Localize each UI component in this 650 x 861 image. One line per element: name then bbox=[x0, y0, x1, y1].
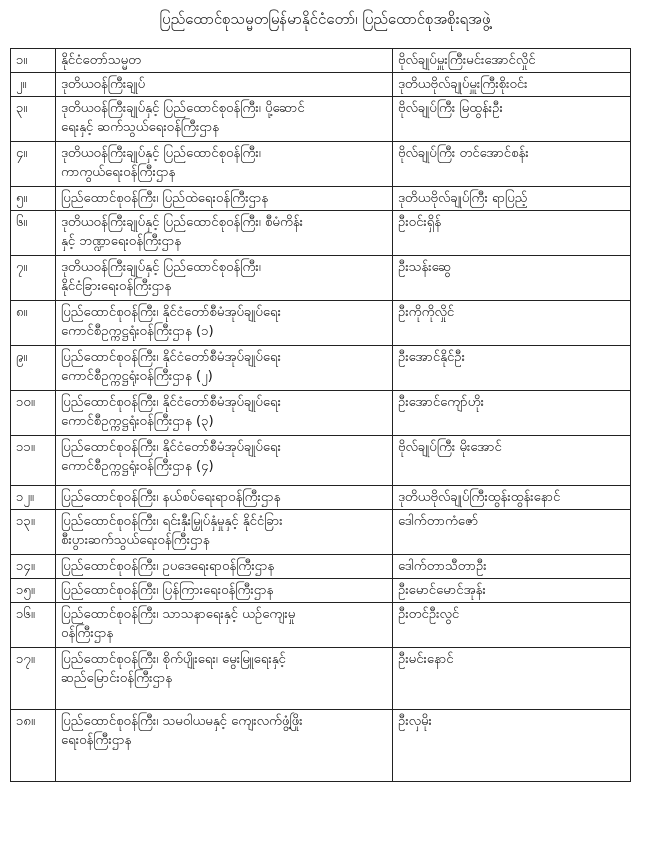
post-cell bbox=[56, 555, 393, 579]
official-name: ဦးမောင်မောင်အုန်း bbox=[393, 579, 631, 603]
table-row bbox=[11, 187, 631, 211]
post-line: ရေးဝန်ကြီးဌာန bbox=[61, 733, 132, 748]
post-cell bbox=[56, 579, 393, 603]
post-line: ဒုတိယဝန်ကြီးချုပ်နှင့် ပြည်ထောင်စုဝန်ကြီး၊ စီမံကိန်း bbox=[61, 215, 304, 230]
post-cell bbox=[56, 436, 393, 486]
table-row bbox=[11, 142, 631, 187]
row-number: ၆။ bbox=[11, 211, 56, 256]
row-number: ၈။ bbox=[11, 301, 56, 346]
table-row bbox=[11, 391, 631, 436]
official-name: ဦးလှမိုး bbox=[393, 710, 631, 782]
official-name: ဒုတိယဗိုလ်ချုပ်မှူးကြီးစိုးဝင်း bbox=[393, 73, 631, 97]
official-name: ဦးတင်ဦးလွင် bbox=[393, 603, 631, 648]
post-cell bbox=[56, 97, 393, 142]
official-name: ဦးကိုကိုလှိုင် bbox=[393, 301, 631, 346]
official-name: ဒုတိယဗိုလ်ချုပ်ကြီး ရာပြည့် bbox=[393, 187, 631, 211]
post-line: ပြည်ထောင်စုဝန်ကြီး၊ နယ်စပ်ရေးရာဝန်ကြီးဌာန bbox=[61, 490, 281, 505]
post-cell bbox=[56, 73, 393, 97]
row-number: ၁။ bbox=[11, 49, 56, 73]
table-row bbox=[11, 486, 631, 510]
post-line: နိုင်ငံခြားရေးဝန်ကြီးဌာန bbox=[61, 279, 172, 294]
official-name: ဒေါက်တာကံဇော် bbox=[393, 510, 631, 555]
official-name: ဦးအောင်နိုင်ဦး bbox=[393, 346, 631, 391]
official-name: ဦးမင်းနောင် bbox=[393, 648, 631, 710]
post-line: ပြည်ထောင်စုဝန်ကြီး၊ ပြန်ကြားရေးဝန်ကြီးဌာန bbox=[61, 583, 274, 598]
post-line: ပြည်ထောင်စုဝန်ကြီး၊ ရင်းနှီးမြှုပ်နှံမှုနှင့် နိုင်ငံခြား bbox=[61, 514, 283, 529]
post-cell bbox=[56, 391, 393, 436]
table-row bbox=[11, 211, 631, 256]
row-number: ၁၁။ bbox=[11, 436, 56, 486]
table-row bbox=[11, 346, 631, 391]
post-line: ကာကွယ်ရေးဝန်ကြီးဌာန bbox=[61, 165, 176, 180]
row-number: ၅။ bbox=[11, 187, 56, 211]
table-row bbox=[11, 301, 631, 346]
post-cell bbox=[56, 142, 393, 187]
official-name: ဦးသန်းဆွေ bbox=[393, 256, 631, 301]
post-cell bbox=[56, 486, 393, 510]
table-row bbox=[11, 436, 631, 486]
row-number: ၁၂။ bbox=[11, 486, 56, 510]
post-cell bbox=[56, 49, 393, 73]
post-line: နှင့် ဘဏ္ဍာရေးဝန်ကြီးဌာန bbox=[61, 234, 182, 249]
post-line: စီးပွားဆက်သွယ်ရေးဝန်ကြီးဌာန bbox=[61, 533, 210, 548]
row-number: ၁၄။ bbox=[11, 555, 56, 579]
table-row bbox=[11, 603, 631, 648]
post-line: ပြည်ထောင်စုဝန်ကြီး၊ စိုက်ပျိုးရေး၊ မွေးမြူရေးနှင့် bbox=[61, 652, 286, 667]
row-number: ၄။ bbox=[11, 142, 56, 187]
official-name: ဗိုလ်ချုပ်ကြီး တင်အောင်စန်း bbox=[393, 142, 631, 187]
table-row bbox=[11, 510, 631, 555]
post-line: ဒုတိယဝန်ကြီးချုပ် bbox=[61, 77, 146, 92]
post-cell bbox=[56, 301, 393, 346]
table-row bbox=[11, 648, 631, 710]
post-line: ပြည်ထောင်စုဝန်ကြီး၊ သာသနာရေးနှင့် ယဉ်ကျေးမှု bbox=[61, 607, 296, 622]
row-number: ၇။ bbox=[11, 256, 56, 301]
row-number: ၁၆။ bbox=[11, 603, 56, 648]
table-row bbox=[11, 555, 631, 579]
official-name: ဒေါက်တာသီတာဦး bbox=[393, 555, 631, 579]
post-line: ပြည်ထောင်စုဝန်ကြီး၊ နိုင်ငံတော်စီမံအုပ်ချုပ်ရေး bbox=[61, 350, 281, 365]
document-title: ပြည်ထောင်စုသမ္မတမြန်မာနိုင်ငံတော်၊ ပြည်ထောင်စုအစိုးရအဖွဲ့ bbox=[159, 10, 491, 28]
post-cell bbox=[56, 187, 393, 211]
post-line: ဒုတိယဝန်ကြီးချုပ်နှင့် ပြည်ထောင်စုဝန်ကြီး၊ bbox=[61, 260, 261, 275]
row-number: ၂။ bbox=[11, 73, 56, 97]
post-cell bbox=[56, 256, 393, 301]
table-row bbox=[11, 97, 631, 142]
post-line: ဒုတိယဝန်ကြီးချုပ်နှင့် ပြည်ထောင်စုဝန်ကြီး၊ ပို့ဆောင် bbox=[61, 101, 305, 116]
table-row bbox=[11, 73, 631, 97]
row-number: ၁၀။ bbox=[11, 391, 56, 436]
official-name: ဦးအောင်ကျော်ဟိုး bbox=[393, 391, 631, 436]
post-line: ဒုတိယဝန်ကြီးချုပ်နှင့် ပြည်ထောင်စုဝန်ကြီး၊ bbox=[61, 146, 261, 161]
official-name: ဒုတိယဗိုလ်ချုပ်ကြီးထွန်းထွန်းနောင် bbox=[393, 486, 631, 510]
row-number: ၁၃။ bbox=[11, 510, 56, 555]
post-line: ပြည်ထောင်စုဝန်ကြီး၊ ဥပဒေရေးရာဝန်ကြီးဌာန bbox=[61, 559, 275, 574]
post-line: ကောင်စီဥက္ကဋ္ဌရုံးဝန်ကြီးဌာန (၃) bbox=[61, 414, 214, 429]
post-line: ပြည်ထောင်စုဝန်ကြီး၊ နိုင်ငံတော်စီမံအုပ်ချုပ်ရေး bbox=[61, 395, 281, 410]
official-name: ဗိုလ်ချုပ်ကြီး မြထွန်းဦး bbox=[393, 97, 631, 142]
post-line: ပြည်ထောင်စုဝန်ကြီး၊ သမဝါယမနှင့် ကျေးလက်ဖွံ့ဖြိုး bbox=[61, 714, 303, 729]
post-line: ဆည်မြောင်းဝန်ကြီးဌာန bbox=[61, 671, 173, 686]
post-line: ကောင်စီဥက္ကဋ္ဌရုံးဝန်ကြီးဌာန (၁) bbox=[61, 324, 214, 339]
post-cell bbox=[56, 346, 393, 391]
row-number: ၃။ bbox=[11, 97, 56, 142]
row-number: ၁၅။ bbox=[11, 579, 56, 603]
post-line: ကောင်စီဥက္ကဋ္ဌရုံးဝန်ကြီးဌာန (၄) bbox=[61, 459, 214, 474]
post-line: နိုင်ငံတော်သမ္မတ bbox=[61, 53, 141, 68]
post-cell bbox=[56, 648, 393, 710]
post-line: ရေးနှင့် ဆက်သွယ်ရေးဝန်ကြီးဌာန bbox=[61, 120, 219, 135]
official-name: ဗိုလ်ချုပ်မှူးကြီးမင်းအောင်လှိုင် bbox=[393, 49, 631, 73]
post-cell bbox=[56, 211, 393, 256]
row-number: ၉။ bbox=[11, 346, 56, 391]
post-line: ပြည်ထောင်စုဝန်ကြီး၊ ပြည်ထဲရေးဝန်ကြီးဌာန bbox=[61, 191, 269, 206]
table-row bbox=[11, 256, 631, 301]
table-row bbox=[11, 710, 631, 782]
official-name: ဗိုလ်ချုပ်ကြီး မိုးအောင် bbox=[393, 436, 631, 486]
post-line: ပြည်ထောင်စုဝန်ကြီး၊ နိုင်ငံတော်စီမံအုပ်ချုပ်ရေး bbox=[61, 305, 281, 320]
post-line: ဝန်ကြီးဌာန bbox=[61, 626, 114, 641]
post-cell bbox=[56, 603, 393, 648]
row-number: ၁၇။ bbox=[11, 648, 56, 710]
post-line: ပြည်ထောင်စုဝန်ကြီး၊ နိုင်ငံတော်စီမံအုပ်ချုပ်ရေး bbox=[61, 440, 281, 455]
cabinet-table bbox=[10, 48, 631, 782]
table-row bbox=[11, 49, 631, 73]
post-line: ကောင်စီဥက္ကဋ္ဌရုံးဝန်ကြီးဌာန (၂) bbox=[61, 369, 213, 384]
row-number: ၁၈။ bbox=[11, 710, 56, 782]
table-row bbox=[11, 579, 631, 603]
post-cell bbox=[56, 510, 393, 555]
post-cell bbox=[56, 710, 393, 782]
official-name: ဦးဝင်းရှိန် bbox=[393, 211, 631, 256]
